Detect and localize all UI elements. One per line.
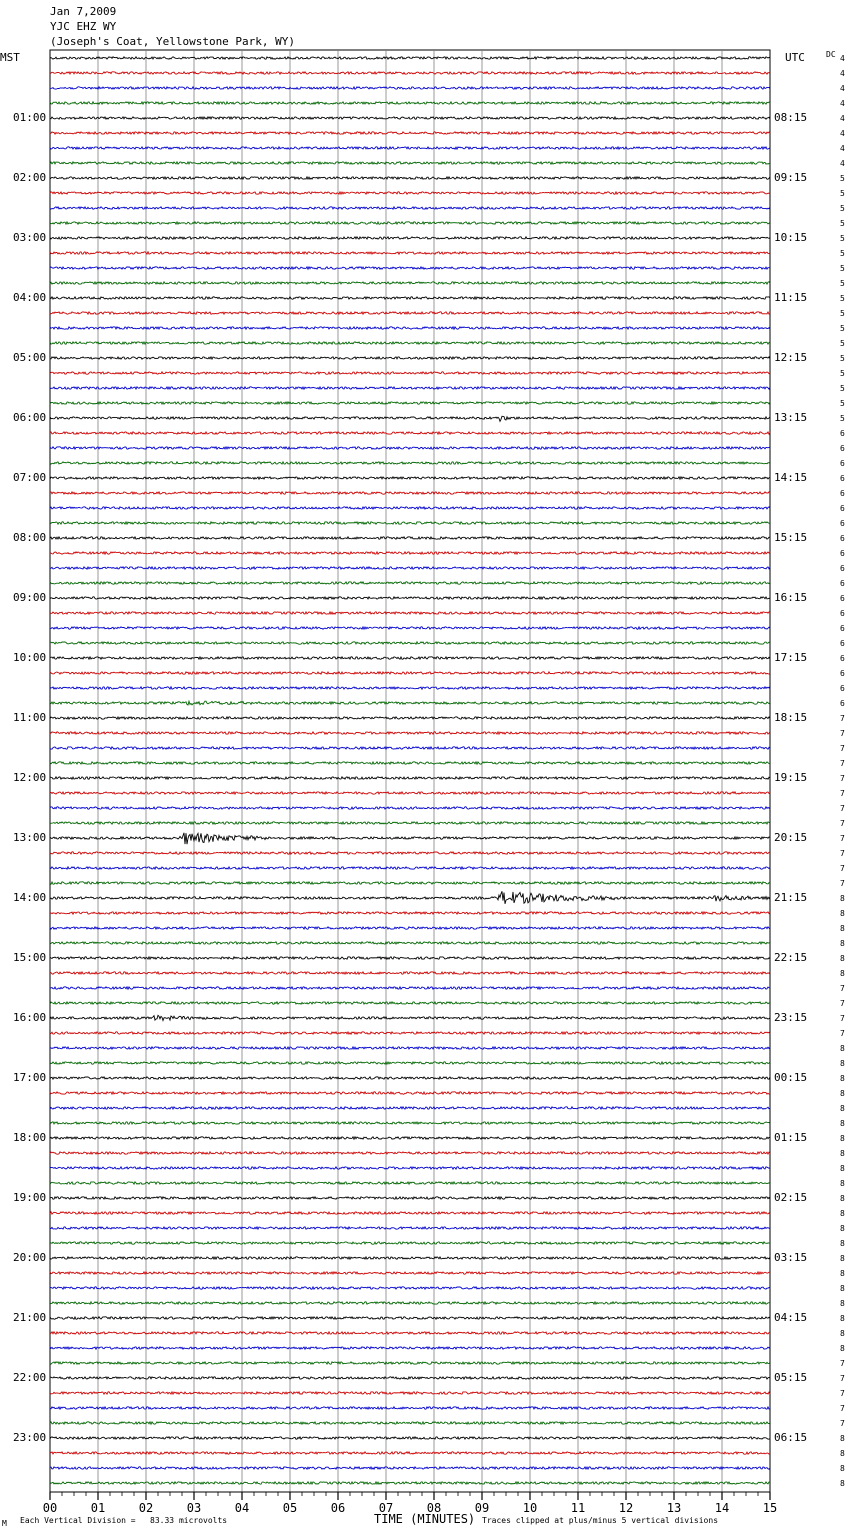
dc-offset-label: 7 — [840, 864, 845, 873]
dc-offset-label: 7 — [840, 1359, 845, 1368]
dc-offset-label: 6 — [840, 699, 845, 708]
trace-line — [50, 1362, 770, 1364]
trace-line — [50, 162, 770, 164]
dc-offset-label: 8 — [840, 1284, 845, 1293]
dc-offset-label: 7 — [840, 744, 845, 753]
dc-offset-label: 6 — [840, 594, 845, 603]
dc-offset-label: 6 — [840, 489, 845, 498]
seismic-traces — [50, 57, 770, 1484]
mst-hour-label: 03:00 — [13, 231, 47, 244]
trace-line — [50, 1015, 770, 1020]
trace-line — [50, 672, 770, 674]
trace-line — [50, 1122, 770, 1124]
corner-mark: M — [2, 1519, 7, 1528]
trace-line — [50, 687, 770, 689]
trace-line — [50, 117, 770, 119]
trace-line — [50, 567, 770, 569]
trace-line — [50, 357, 770, 359]
mst-hour-label: 01:00 — [13, 111, 47, 124]
utc-axis-label: UTC — [785, 51, 805, 64]
trace-line — [50, 72, 770, 74]
trace-line — [50, 882, 770, 884]
trace-line — [50, 1332, 770, 1334]
trace-line — [50, 477, 770, 479]
dc-offset-label: 8 — [840, 894, 845, 903]
dc-offset-label: 8 — [840, 1194, 845, 1203]
trace-line — [50, 701, 770, 705]
trace-line — [50, 1422, 770, 1424]
dc-offset-label: 8 — [840, 969, 845, 978]
dc-offset-label: 6 — [840, 579, 845, 588]
trace-line — [50, 1347, 770, 1349]
dc-offset-label: 8 — [840, 1299, 845, 1308]
dc-offset-label: 8 — [840, 1104, 845, 1113]
trace-line — [50, 942, 770, 944]
trace-line — [50, 57, 770, 59]
dc-offset-label: 6 — [840, 609, 845, 618]
header-station: YJC EHZ WY — [50, 20, 117, 33]
trace-line — [50, 327, 770, 329]
time-tick-label: 10 — [522, 1501, 538, 1515]
trace-line — [50, 1047, 770, 1049]
dc-offset-label: 8 — [840, 939, 845, 948]
trace-line — [50, 987, 770, 989]
trace-line — [50, 1092, 770, 1094]
time-tick-label: 12 — [618, 1501, 634, 1515]
trace-line — [50, 972, 770, 974]
time-tick-label: 03 — [186, 1501, 202, 1515]
dc-offset-label: 5 — [840, 219, 845, 228]
dc-offset-label: 8 — [840, 1134, 845, 1143]
utc-hour-label: 08:15 — [774, 111, 808, 124]
trace-line — [50, 1137, 770, 1139]
dc-offset-label: 7 — [840, 1389, 845, 1398]
dc-offset-label: 8 — [840, 1329, 845, 1338]
trace-line — [50, 522, 770, 524]
dc-offset-label: 7 — [840, 849, 845, 858]
dc-offset-label: 5 — [840, 324, 845, 333]
trace-line — [50, 1377, 770, 1379]
utc-hour-label: 17:15 — [774, 651, 808, 664]
dc-offset-label: 7 — [840, 999, 845, 1008]
dc-offset-label: 5 — [840, 399, 845, 408]
utc-hour-label: 03:15 — [774, 1251, 808, 1264]
trace-line — [50, 297, 770, 299]
dc-offset-label: 4 — [840, 144, 845, 153]
trace-line — [50, 891, 770, 904]
utc-hour-label: 18:15 — [774, 711, 808, 724]
dc-offset-label: 5 — [840, 354, 845, 363]
utc-hour-label: 09:15 — [774, 171, 808, 184]
trace-line — [50, 447, 770, 449]
mst-hour-label: 17:00 — [13, 1071, 47, 1084]
dc-offset-label: 8 — [840, 909, 845, 918]
trace-line — [50, 1272, 770, 1274]
dc-offset-label: 8 — [840, 1089, 845, 1098]
dc-offset-label: 6 — [840, 459, 845, 468]
trace-line — [50, 222, 770, 224]
dc-offset-label: 7 — [840, 834, 845, 843]
trace-line — [50, 792, 770, 794]
trace-line — [50, 912, 770, 914]
dc-offset-label: 6 — [840, 684, 845, 693]
utc-hour-label: 06:15 — [774, 1431, 808, 1444]
dc-offset-label: 6 — [840, 669, 845, 678]
trace-line — [50, 552, 770, 554]
trace-line — [50, 1467, 770, 1469]
time-tick-label: 06 — [330, 1501, 346, 1515]
time-tick-label: 13 — [666, 1501, 682, 1515]
trace-line — [50, 1437, 770, 1439]
trace-line — [50, 807, 770, 809]
trace-line — [50, 822, 770, 824]
dc-offset-label: 5 — [840, 369, 845, 378]
trace-line — [50, 1152, 770, 1154]
mst-hour-label: 12:00 — [13, 771, 47, 784]
trace-line — [50, 1002, 770, 1004]
mst-hour-label: 23:00 — [13, 1431, 47, 1444]
trace-line — [50, 432, 770, 434]
dc-offset-label: 5 — [840, 204, 845, 213]
header-date: Jan 7,2009 — [50, 5, 117, 18]
dc-offset-label: 8 — [840, 1224, 845, 1233]
trace-line — [50, 1257, 770, 1259]
trace-line — [50, 717, 770, 719]
trace-line — [50, 612, 770, 614]
trace-line — [50, 582, 770, 584]
mst-hour-label: 16:00 — [13, 1011, 47, 1024]
utc-hour-label: 13:15 — [774, 411, 808, 424]
utc-hour-label: 02:15 — [774, 1191, 808, 1204]
dc-offset-label: 6 — [840, 534, 845, 543]
time-tick-label: 14 — [714, 1501, 730, 1515]
utc-hour-label: 15:15 — [774, 531, 808, 544]
trace-line — [50, 132, 770, 134]
trace-line — [50, 852, 770, 854]
trace-line — [50, 177, 770, 179]
trace-line — [50, 747, 770, 749]
trace-line — [50, 1452, 770, 1454]
dc-offset-label: 4 — [840, 84, 845, 93]
dc-offset-label: 4 — [840, 69, 845, 78]
dc-offset-label: 5 — [840, 414, 845, 423]
utc-hour-label: 23:15 — [774, 1011, 808, 1024]
trace-line — [50, 1062, 770, 1064]
mst-hour-label: 08:00 — [13, 531, 47, 544]
mst-hour-label: 15:00 — [13, 951, 47, 964]
dc-offset-label: 8 — [840, 1254, 845, 1263]
mst-hour-label: 20:00 — [13, 1251, 47, 1264]
trace-line — [50, 732, 770, 734]
trace-line — [50, 1167, 770, 1169]
mst-hour-label: 06:00 — [13, 411, 47, 424]
minute-grid — [50, 50, 770, 1492]
trace-line — [50, 1077, 770, 1079]
trace-line — [50, 537, 770, 539]
trace-line — [50, 1482, 770, 1484]
trace-line — [50, 1212, 770, 1214]
utc-hour-label: 22:15 — [774, 951, 808, 964]
trace-line — [50, 642, 770, 644]
dc-offset-label: 6 — [840, 654, 845, 663]
dc-offset-label: 7 — [840, 1419, 845, 1428]
time-tick-label: 04 — [234, 1501, 250, 1515]
trace-line — [50, 867, 770, 869]
x-axis-title: TIME (MINUTES) — [374, 1512, 476, 1526]
time-tick-label: 02 — [138, 1501, 154, 1515]
dc-offset-label: 8 — [840, 954, 845, 963]
trace-line — [50, 102, 770, 104]
mst-hour-label: 14:00 — [13, 891, 47, 904]
dc-offset-label: 4 — [840, 159, 845, 168]
dc-offset-label: 4 — [840, 99, 845, 108]
dc-offset-label: 4 — [840, 54, 845, 63]
mst-hour-label: 21:00 — [13, 1311, 47, 1324]
time-tick-label: 09 — [474, 1501, 490, 1515]
dc-offset-label: 8 — [840, 1314, 845, 1323]
mst-hour-label: 04:00 — [13, 291, 47, 304]
dc-offset-label: 7 — [840, 1014, 845, 1023]
trace-line — [50, 1287, 770, 1289]
dc-offset-label: 5 — [840, 234, 845, 243]
utc-hour-label: 11:15 — [774, 291, 808, 304]
plot-frame — [50, 50, 770, 1492]
dc-offset-label: 7 — [840, 879, 845, 888]
trace-line — [50, 252, 770, 254]
dc-offset-label: 8 — [840, 1164, 845, 1173]
dc-offset-label: 8 — [840, 1044, 845, 1053]
mst-hour-label: 09:00 — [13, 591, 47, 604]
dc-offset-label: 5 — [840, 294, 845, 303]
mst-hour-label: 19:00 — [13, 1191, 47, 1204]
trace-line — [50, 1392, 770, 1394]
mst-hour-label: 11:00 — [13, 711, 47, 724]
time-tick-label: 08 — [426, 1501, 442, 1515]
utc-hour-label: 00:15 — [774, 1071, 808, 1084]
dc-offset-label: 6 — [840, 504, 845, 513]
dc-offset-label: 6 — [840, 564, 845, 573]
mst-hour-label: 05:00 — [13, 351, 47, 364]
trace-line — [50, 627, 770, 629]
utc-hour-label: 20:15 — [774, 831, 808, 844]
utc-hour-label: 19:15 — [774, 771, 808, 784]
trace-line — [50, 312, 770, 314]
dc-offset-label: 6 — [840, 624, 845, 633]
dc-offset-label: 5 — [840, 249, 845, 258]
dc-offset-label: 8 — [840, 1344, 845, 1353]
dc-offset-label: 8 — [840, 1269, 845, 1278]
dc-offset-label: 8 — [840, 1209, 845, 1218]
dc-offset-label: 5 — [840, 189, 845, 198]
trace-line — [50, 777, 770, 779]
trace-line — [50, 1197, 770, 1199]
trace-line — [50, 387, 770, 389]
trace-line — [50, 1182, 770, 1184]
trace-line — [50, 1227, 770, 1229]
trace-line — [50, 1302, 770, 1304]
dc-offset-label: 8 — [840, 1119, 845, 1128]
dc-offset-label: 6 — [840, 519, 845, 528]
mst-hour-label: 22:00 — [13, 1371, 47, 1384]
header-location: (Joseph's Coat, Yellowstone Park, WY) — [50, 35, 296, 48]
trace-line — [50, 1242, 770, 1244]
dc-offset-label: 7 — [840, 759, 845, 768]
dc-offset-label: 5 — [840, 339, 845, 348]
time-tick-label: 07 — [378, 1501, 394, 1515]
dc-offset-label: 8 — [840, 1149, 845, 1158]
trace-line — [50, 657, 770, 659]
trace-line — [50, 833, 770, 844]
dc-offset-label: 7 — [840, 1404, 845, 1413]
dc-offset-label: 5 — [840, 264, 845, 273]
scale-note: Each Vertical Division = 83.33 microvolts — [20, 1516, 228, 1525]
dc-offset-label: 7 — [840, 984, 845, 993]
dc-offset-label: 8 — [840, 1179, 845, 1188]
dc-offset-label: 6 — [840, 429, 845, 438]
dc-offset-label: 4 — [840, 114, 845, 123]
dc-offset-label: 7 — [840, 1374, 845, 1383]
time-tick-label: 05 — [282, 1501, 298, 1515]
clip-note: Traces clipped at plus/minus 5 vertical divisions — [482, 1516, 719, 1525]
trace-line — [50, 1107, 770, 1109]
dc-offset-label: 7 — [840, 804, 845, 813]
dc-offset-label: 7 — [840, 714, 845, 723]
dc-offset-label: 6 — [840, 444, 845, 453]
time-tick-label: 11 — [570, 1501, 586, 1515]
dc-offset-label: 8 — [840, 1449, 845, 1458]
mst-hour-label: 13:00 — [13, 831, 47, 844]
dc-offset-label: 7 — [840, 789, 845, 798]
trace-line — [50, 402, 770, 404]
dc-offset-label: 8 — [840, 1239, 845, 1248]
trace-line — [50, 267, 770, 269]
utc-hour-label: 01:15 — [774, 1131, 808, 1144]
dc-offset-label: 8 — [840, 1479, 845, 1488]
dc-offset-label: 8 — [840, 924, 845, 933]
dc-offset-label: 8 — [840, 1464, 845, 1473]
dc-label: DC — [826, 50, 836, 59]
trace-line — [50, 1032, 770, 1034]
dc-offset-label: 7 — [840, 819, 845, 828]
trace-line — [50, 927, 770, 929]
trace-line — [50, 957, 770, 959]
dc-offset-label: 7 — [840, 774, 845, 783]
dc-offset-label: 5 — [840, 279, 845, 288]
dc-offset-label: 8 — [840, 1434, 845, 1443]
trace-line — [50, 507, 770, 509]
dc-offset-label: 6 — [840, 549, 845, 558]
utc-hour-label: 10:15 — [774, 231, 808, 244]
utc-hour-label: 16:15 — [774, 591, 808, 604]
trace-line — [50, 762, 770, 764]
mst-hour-label: 02:00 — [13, 171, 47, 184]
mst-hour-label: 18:00 — [13, 1131, 47, 1144]
trace-line — [50, 342, 770, 344]
trace-line — [50, 1407, 770, 1409]
utc-hour-label: 04:15 — [774, 1311, 808, 1324]
dc-offset-label: 5 — [840, 174, 845, 183]
dc-offset-label: 7 — [840, 729, 845, 738]
trace-line — [50, 492, 770, 494]
dc-offset-label: 5 — [840, 309, 845, 318]
trace-line — [50, 1317, 770, 1319]
time-tick-label: 01 — [90, 1501, 106, 1515]
trace-line — [50, 207, 770, 209]
time-tick-label: 15 — [762, 1501, 778, 1515]
trace-line — [50, 237, 770, 239]
utc-hour-label: 05:15 — [774, 1371, 808, 1384]
dc-offset-label: 4 — [840, 129, 845, 138]
utc-hour-label: 12:15 — [774, 351, 808, 364]
mst-hour-label: 10:00 — [13, 651, 47, 664]
dc-offset-label: 8 — [840, 1074, 845, 1083]
trace-line — [50, 147, 770, 149]
utc-hour-label: 14:15 — [774, 471, 808, 484]
trace-line — [50, 282, 770, 284]
dc-offset-label: 6 — [840, 639, 845, 648]
trace-line — [50, 416, 770, 421]
dc-offset-label: 8 — [840, 1059, 845, 1068]
mst-hour-label: 07:00 — [13, 471, 47, 484]
dc-offset-label: 7 — [840, 1029, 845, 1038]
time-tick-label: 00 — [42, 1501, 58, 1515]
dc-offset-label: 5 — [840, 384, 845, 393]
mst-axis-label: MST — [0, 51, 20, 64]
trace-line — [50, 192, 770, 194]
trace-line — [50, 372, 770, 374]
trace-line — [50, 462, 770, 464]
trace-line — [50, 87, 770, 89]
utc-hour-label: 21:15 — [774, 891, 808, 904]
trace-line — [50, 597, 770, 599]
dc-offset-label: 6 — [840, 474, 845, 483]
